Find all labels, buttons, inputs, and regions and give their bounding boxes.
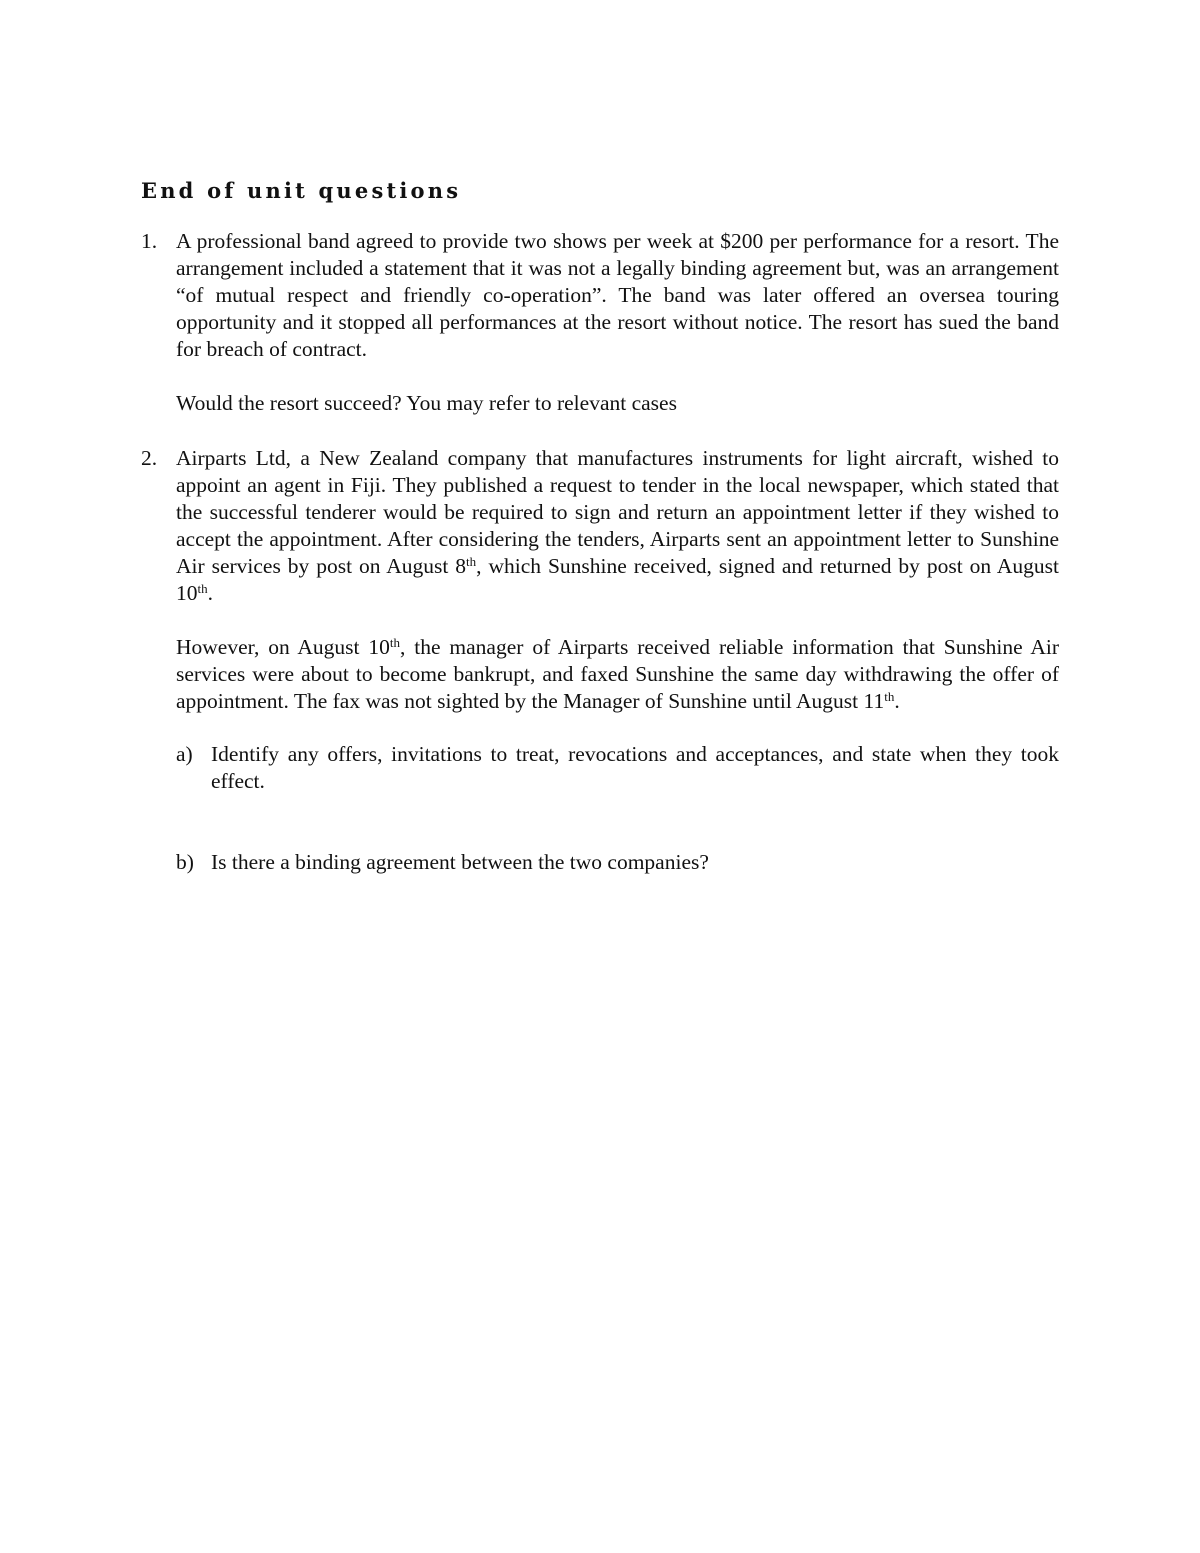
text-run: , which Sunshine received, signed and returned by post on August 10 bbox=[176, 554, 1059, 605]
text-run: However, on August 10 bbox=[176, 635, 390, 659]
text-run: Airparts Ltd, a New Zealand company that manufactures instruments for light aircraft, wished to appoint an agent in Fiji. They published a request to tender in the local newspaper, which stated that the successful tenderer would be required to sign and return an appointment letter if they wished to accept the appointment. After considering the tenders, Airparts sent an appointment letter to Sunshine Air services by post on August 8 bbox=[176, 446, 1059, 578]
ordinal-suffix: th bbox=[466, 554, 477, 569]
page-title: End of unit questions bbox=[141, 178, 462, 203]
question-2 bbox=[141, 445, 1059, 876]
sub-question-list bbox=[176, 741, 1059, 876]
question-body bbox=[176, 445, 1059, 876]
question-number: 2. bbox=[141, 446, 158, 470]
ordinal-suffix: th bbox=[197, 581, 208, 596]
sub-question-text: Identify any offers, invitations to treat, revocations and acceptances, and state when they took effect. bbox=[211, 742, 1059, 793]
sub-question-a bbox=[176, 741, 1059, 795]
sub-question-b bbox=[176, 849, 1059, 876]
sub-question-label: b) bbox=[176, 850, 194, 874]
sub-question-label: a) bbox=[176, 742, 193, 766]
question-2-scenario-continued bbox=[176, 634, 1059, 715]
ordinal-suffix: th bbox=[884, 689, 895, 704]
text-run: . bbox=[894, 689, 900, 713]
question-1-scenario: A professional band agreed to provide two shows per week at $200 per performance for a resort. The arrangement included a statement that it was not a legally binding agreement but, was an arrangement “of mutual respect and friendly co-operation”. The band was later offered an oversea touring opportunity and it stopped all performances at the resort without notice. The resort has sued the band for breach of contract. bbox=[176, 229, 1059, 361]
sub-question-text: Is there a binding agreement between the two companies? bbox=[211, 850, 709, 874]
question-number: 1. bbox=[141, 229, 158, 253]
text-run: , the manager of Airparts received reliable information that Sunshine Air services were about to become bankrupt, and faxed Sunshine the same day withdrawing the offer of appointment. The fax was not sighted by the Manager of Sunshine until August 11 bbox=[176, 635, 1059, 713]
question-1-prompt: Would the resort succeed? You may refer to relevant cases bbox=[176, 391, 677, 415]
ordinal-suffix: th bbox=[389, 635, 401, 650]
text-run: . bbox=[207, 581, 213, 605]
question-2-scenario bbox=[176, 445, 1059, 607]
question-body bbox=[176, 228, 1059, 417]
question-1 bbox=[141, 228, 1059, 417]
